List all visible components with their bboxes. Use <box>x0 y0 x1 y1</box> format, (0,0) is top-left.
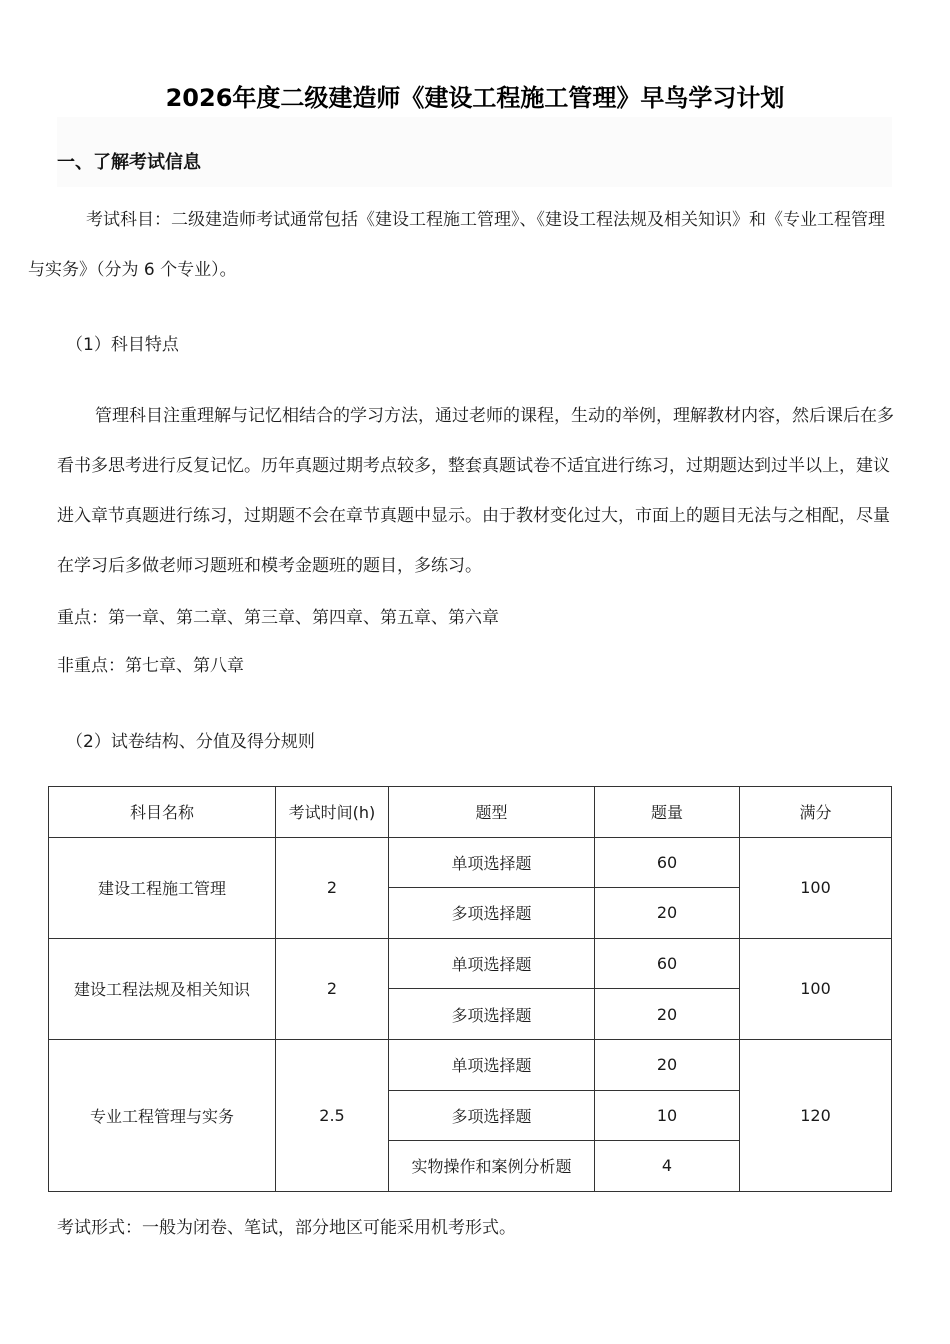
section-heading: 一、了解考试信息 <box>57 152 201 173</box>
full-score: 100 <box>740 938 892 1039</box>
full-score: 100 <box>740 837 892 938</box>
header-subject: 科目名称 <box>49 787 276 838</box>
exam-format-note: 考试形式：一般为闭卷、笔试，部分地区可能采用机考形式。 <box>57 1218 516 1238</box>
intro-paragraph: 考试科目：二级建造师考试通常包括《建设工程施工管理》、《建设工程法规及相关知识》和《专业工程管理与实务》（分为 6 个专业）。 <box>28 210 885 280</box>
full-score: 120 <box>740 1039 892 1191</box>
subsection-heading-subject-features: （1）科目特点 <box>66 335 179 355</box>
table-row <box>49 1039 892 1090</box>
question-type: 多项选择题 <box>389 888 595 939</box>
question-type: 多项选择题 <box>389 989 595 1040</box>
question-type: 多项选择题 <box>389 1090 595 1141</box>
header-question-type: 题型 <box>389 787 595 838</box>
question-count: 20 <box>595 888 740 939</box>
question-count: 60 <box>595 837 740 888</box>
table-row <box>49 837 892 888</box>
subject-name: 建设工程法规及相关知识 <box>49 938 276 1039</box>
exam-structure-table <box>48 786 892 1192</box>
question-type: 实物操作和案例分析题 <box>389 1141 595 1192</box>
non-key-chapters: 非重点：第七章、第八章 <box>57 656 244 676</box>
table-header-row <box>49 787 892 838</box>
exam-hours: 2 <box>276 938 389 1039</box>
subsection-heading-exam-structure: （2）试卷结构、分值及得分规则 <box>66 732 315 752</box>
exam-hours: 2 <box>276 837 389 938</box>
subject-name: 专业工程管理与实务 <box>49 1039 276 1191</box>
subject-features-paragraph: 管理科目注重理解与记忆相结合的学习方法，通过老师的课程，生动的举例，理解教材内容，然后课后在多看书多思考进行反复记忆。历年真题过期考点较多，整套真题试卷不适宜进行练习，过期题达到过半以上，建议进入章节真题进行练习，过期题不会在章节真题中显示。由于教材变化过大，市面上的题目无法与之相配，尽量在学习后多做老师习题班和模考金题班的题目，多练习。 <box>57 406 894 576</box>
question-type: 单项选择题 <box>389 938 595 989</box>
table-row <box>49 938 892 989</box>
subject-name: 建设工程施工管理 <box>49 837 276 938</box>
key-chapters: 重点：第一章、第二章、第三章、第四章、第五章、第六章 <box>57 608 499 628</box>
question-count: 60 <box>595 938 740 989</box>
header-hours: 考试时间(h) <box>276 787 389 838</box>
question-count: 10 <box>595 1090 740 1141</box>
document-title: 2026年度二级建造师《建设工程施工管理》早鸟学习计划 <box>165 84 785 112</box>
header-question-count: 题量 <box>595 787 740 838</box>
header-full-score: 满分 <box>740 787 892 838</box>
question-count: 4 <box>595 1141 740 1192</box>
question-count: 20 <box>595 989 740 1040</box>
exam-hours: 2.5 <box>276 1039 389 1191</box>
question-type: 单项选择题 <box>389 1039 595 1090</box>
question-count: 20 <box>595 1039 740 1090</box>
question-type: 单项选择题 <box>389 837 595 888</box>
